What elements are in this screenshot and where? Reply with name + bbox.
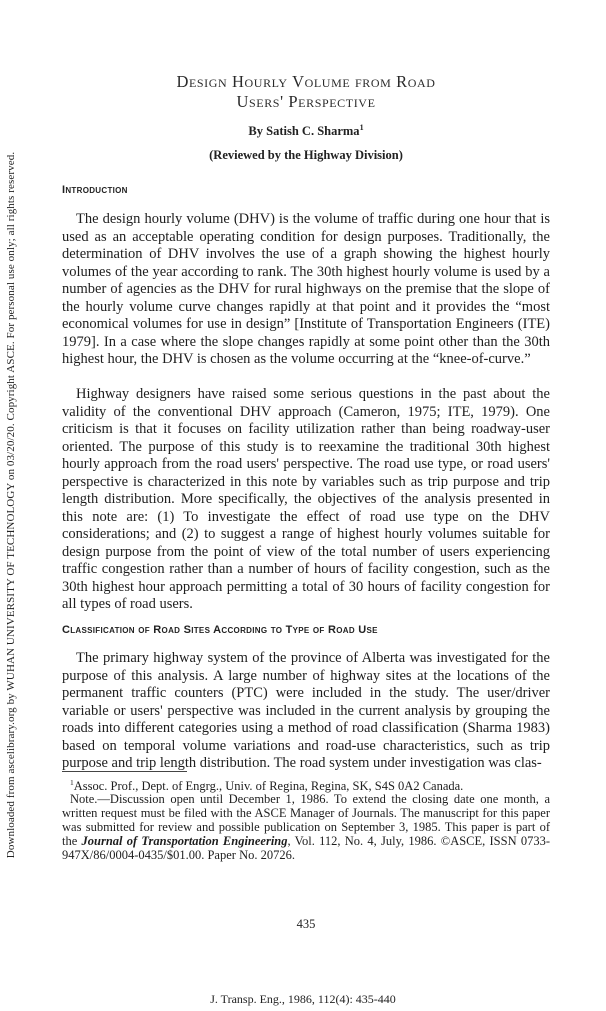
journal-name: Journal of Transportation Engineering [81, 834, 288, 848]
paper-title-line-2: Users' Perspective [236, 92, 376, 111]
reviewed-by: (Reviewed by the Highway Division) [209, 148, 403, 162]
footnote-1 [62, 776, 550, 793]
footnote-1-mark: 1 [70, 778, 74, 787]
footnote-1-text: Assoc. Prof., Dept. of Engrg., Univ. of Regina, Regina, SK, S4S 0A2 Canada. [73, 779, 464, 794]
download-notice-sidebar [0, 0, 22, 1011]
author-footnote-mark: 1 [359, 123, 364, 132]
footnote-note-post: , Vol. 112, No. 4, July, 1986. ©ASCE, ISSN 0733-947X/86/0004-0435/$01.00. Paper No. 20726. [62, 834, 550, 862]
author-line [62, 123, 550, 139]
download-notice: Downloaded from ascelibrary.org by WUHAN UNIVERSITY OF TECHNOLOGY on 03/20/20. Copyright ASCE. For personal use only; all rights reserved. [5, 151, 17, 859]
intro-paragraph-1: The design hourly volume (DHV) is the volume of traffic during one hour that is used as an acceptable operating condition for design purposes. Traditionally, the determination of DHV involves the use of a graph showing the highest hourly volumes of the year according to rank. The 30th highest hourly volume is used by a number of agencies as the DHV for rural highways on the premise that the slope of the hourly volume curve changes rapidly at that point and it provides the “most economical volumes for use in design” [Institute of Transportation Engineers (ITE) 1979]. In a case where the slope changes rapidly at some point other than the 30th highest hour, the DHV is chosen as the volume occurring at the “knee-of-curve.” [62, 211, 550, 367]
section-heading-introduction: Introduction [62, 184, 128, 196]
footnote-note [62, 792, 550, 862]
section-heading-classification: Classification of Road Sites According to Type of Road Use [62, 624, 378, 636]
intro-paragraph-2: Highway designers have raised some serious questions in the past about the validity of the conventional DHV approach (Cameron, 1975; ITE, 1979). One criticism is that it focuses on facility utilization rather than being roadway-user oriented. The purpose of this study is to reexamine the traditional 30th highest hourly approach from the road users' perspective. The road use type, or road users' perspective is characterized in this note by variables such as trip purpose and trip length distribution. More specifically, the objectives of the analysis presented in this note are: (1) To investigate the effect of road use type on the DHV considerations; and (2) to suggest a range of highest hourly volumes suitable for design purpose from the point of view of the total number of users experiencing traffic congestion rather than a number of hours of facility congestion, such as the 30th highest hour approach permitting a total of 30 hours of facility congestion for all types of road users. [62, 386, 550, 612]
author-name: By Satish C. Sharma [248, 124, 360, 139]
footnote-rule [62, 771, 187, 772]
footnote-note-pre: Note.—Discussion open until December 1, 1986. To extend the closing date one month, a written request must be filed with the ASCE Manager of Journals. The manuscript for this paper was submitted for review and possible publication on September 3, 1985. This paper is part of the [62, 792, 550, 848]
page-number: 435 [296, 917, 316, 931]
paper-title-line-1: Design Hourly Volume from Road [176, 72, 436, 91]
classification-paragraph-1: The primary highway system of the province of Alberta was investigated for the purpose of this analysis. A large number of highway sites at the locations of the permanent traffic counters (PTC) were included in the study. The user/driver variable or users' perspective was included in the current analysis by grouping the roads into different categories using a method of road classification (Sharma 1983) based on temporal volume variations and road-use characteristics, such as trip purpose and trip length distribution. The road system under investigation was clas- [62, 650, 550, 771]
citation-footer: J. Transp. Eng., 1986, 112(4): 435-440 [210, 992, 396, 1006]
